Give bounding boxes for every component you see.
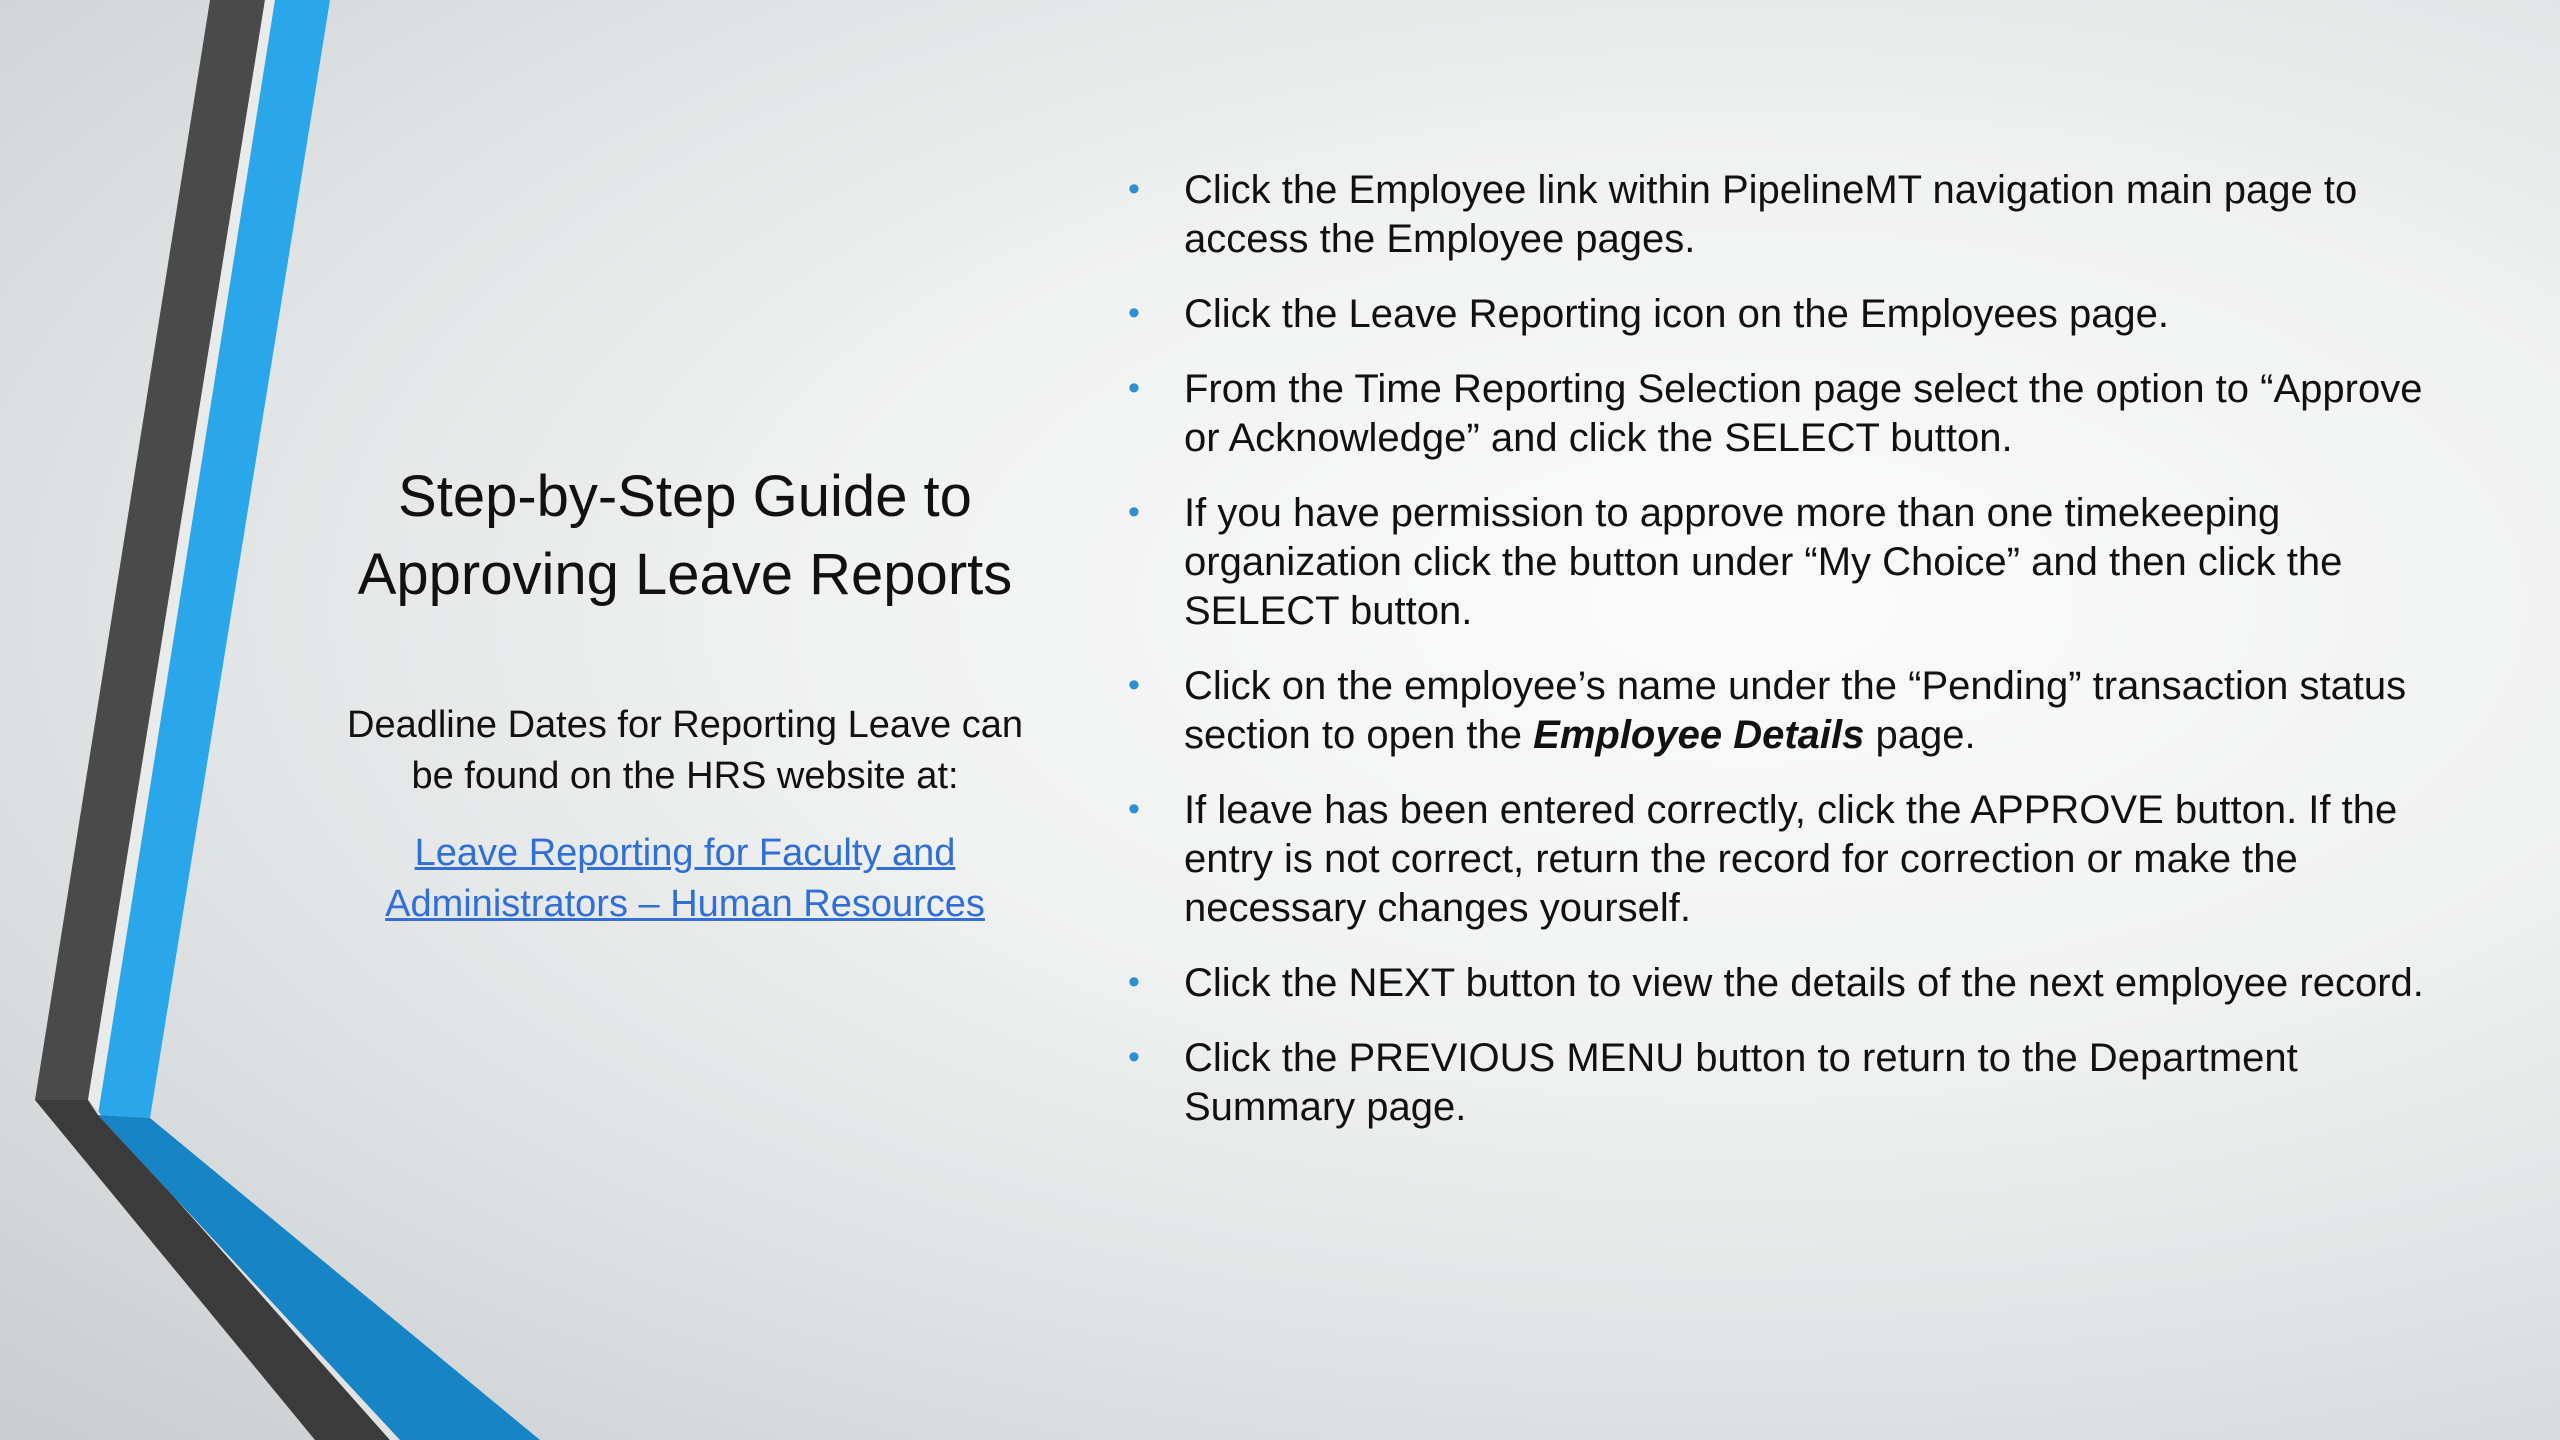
step-text: Click the PREVIOUS MENU button to return to the Department Summary page. — [1184, 1036, 2298, 1129]
deadline-line-1: Deadline Dates for Reporting Leave can — [347, 704, 1023, 746]
title-line-1: Step-by-Step Guide to — [398, 464, 972, 529]
list-item — [1120, 166, 2430, 264]
employee-details-emphasis: Employee Details — [1533, 713, 1865, 757]
list-item — [1120, 959, 2430, 1008]
list-item — [1120, 290, 2430, 339]
step-text-after: page. — [1864, 713, 1976, 757]
step-text: From the Time Reporting Selection page select the option to “Approve or Acknowledge” and click the SELECT button. — [1184, 367, 2423, 460]
dark-gray-lower-band — [35, 1100, 390, 1440]
bullet-icon: • — [1128, 963, 1140, 1001]
hrs-leave-reporting-link[interactable] — [385, 832, 985, 925]
list-item — [1120, 786, 2430, 933]
deadline-line-2: be found on the HRS website at: — [411, 755, 959, 797]
list-item — [1120, 1034, 2430, 1132]
white-gap-stripe — [88, 0, 275, 1115]
step-text: Click the NEXT button to view the details of the next employee record. — [1184, 961, 2424, 1005]
slide-title — [300, 458, 1070, 614]
step-text: If leave has been entered correctly, click the APPROVE button. If the entry is not correct, return the record for correction or make the necessary changes yourself. — [1184, 788, 2398, 930]
steps-list — [1120, 166, 2430, 1158]
bullet-icon: • — [1128, 170, 1140, 208]
bullet-icon: • — [1128, 666, 1140, 704]
bullet-icon: • — [1128, 369, 1140, 407]
deadline-note — [300, 700, 1070, 802]
step-text: If you have permission to approve more than one timekeeping organization click the button under “My Choice” and then click the SELECT button. — [1184, 491, 2343, 633]
bullet-icon: • — [1128, 294, 1140, 332]
step-text: Click the Employee link within PipelineMT navigation main page to access the Employee pages. — [1184, 168, 2358, 261]
step-text: Click the Leave Reporting icon on the Employees page. — [1184, 292, 2170, 336]
list-item — [1120, 365, 2430, 463]
link-line-1: Leave Reporting for Faculty and — [414, 832, 956, 874]
title-line-2: Approving Leave Reports — [357, 542, 1013, 607]
bullet-icon: • — [1128, 1038, 1140, 1076]
link-line-2: Administrators – Human Resources — [385, 883, 985, 925]
bullet-icon: • — [1128, 493, 1140, 531]
bullet-icon: • — [1128, 790, 1140, 828]
step-text-before: Click on the employee’s name under the “Pending” transaction status section to open the — [1184, 664, 2407, 757]
hrs-link-block — [300, 828, 1070, 930]
list-item — [1120, 662, 2430, 760]
list-item — [1120, 489, 2430, 636]
